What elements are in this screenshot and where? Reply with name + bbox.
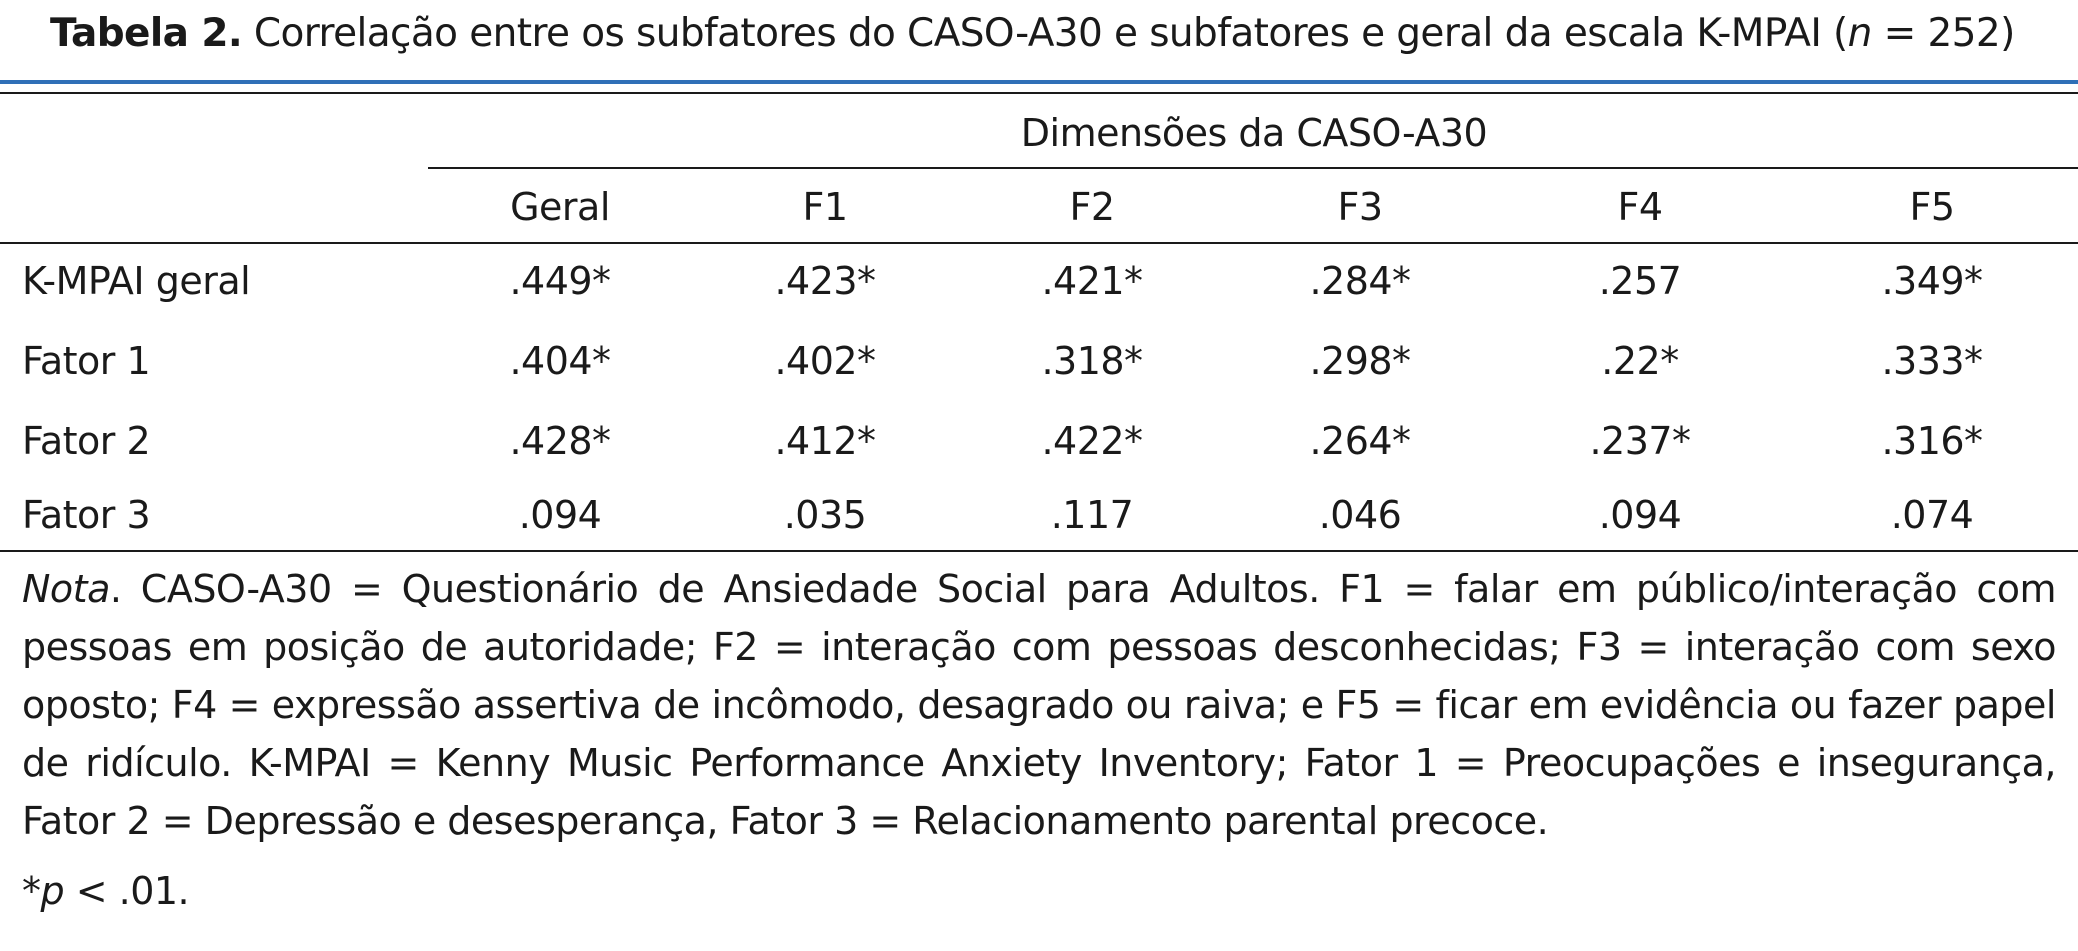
caption-n-symbol: n xyxy=(1847,11,1872,56)
table-cell: .423* xyxy=(774,259,876,303)
table-cell: .284* xyxy=(1309,259,1411,303)
significance-prefix: * xyxy=(22,869,41,913)
table-cell: .117 xyxy=(1050,493,1134,537)
table-cell: .421* xyxy=(1041,259,1143,303)
row-label: Fator 2 xyxy=(22,419,151,463)
table-cell: .264* xyxy=(1309,419,1411,463)
table-cell: .349* xyxy=(1881,259,1983,303)
caption-n-value: = 252) xyxy=(1871,11,2015,56)
table-cell: .046 xyxy=(1318,493,1402,537)
table-cell: .074 xyxy=(1890,493,1974,537)
table-cell: .094 xyxy=(518,493,602,537)
significance-p-symbol: p xyxy=(40,869,65,913)
table-cell: .404* xyxy=(509,339,611,383)
table-cell: .237* xyxy=(1589,419,1691,463)
significance-text: < .01. xyxy=(64,869,190,913)
row-label: K-MPAI geral xyxy=(22,259,251,303)
table-cell: .422* xyxy=(1041,419,1143,463)
table-caption xyxy=(50,8,2015,60)
row-label: Fator 1 xyxy=(22,339,151,383)
table-number: Tabela 2. xyxy=(50,11,243,56)
table-cell: .257 xyxy=(1598,259,1682,303)
note-text: . CASO-A30 = Questionário de Ansiedade Social para Adultos. F1 = falar em público/interação com pessoas em posição de autoridade; F2 = interação com pessoas desconhecidas; F3 = interação com sexo oposto; F4 = expressão assertiva de incômodo, desagrado ou raiva; e F5 = ficar em evidência ou fazer papel de ridículo. K-MPAI = Kenny Music Performance Anxiety Inventory; Fator 1 = Preocupações e insegurança, Fator 2 = Depressão e desesperança, Fator 3 = Relacionamento parental precoce. xyxy=(22,567,2056,843)
table-cell: .412* xyxy=(774,419,876,463)
header-bottom-rule xyxy=(0,242,2078,244)
column-header-f4: F4 xyxy=(1617,185,1663,229)
column-header-f5: F5 xyxy=(1909,185,1955,229)
column-spanner: Dimensões da CASO-A30 xyxy=(1020,111,1488,155)
blue-divider xyxy=(0,80,2078,84)
caption-text: Correlação entre os subfatores do CASO-A30 e subfatores e geral da escala K-MPAI ( xyxy=(253,11,1848,56)
significance-note xyxy=(22,865,189,917)
table-cell: .298* xyxy=(1309,339,1411,383)
table-cell: .333* xyxy=(1881,339,1983,383)
column-header-f3: F3 xyxy=(1337,185,1383,229)
table-bottom-rule xyxy=(0,550,2078,552)
table-cell: .402* xyxy=(774,339,876,383)
note-label: Nota xyxy=(22,567,110,611)
table-cell: .318* xyxy=(1041,339,1143,383)
column-header-f1: F1 xyxy=(802,185,848,229)
column-header-f2: F2 xyxy=(1069,185,1115,229)
table-top-rule xyxy=(0,92,2078,94)
row-label: Fator 3 xyxy=(22,493,151,537)
table-cell: .035 xyxy=(783,493,867,537)
column-header-geral: Geral xyxy=(510,185,610,229)
table-cell: .094 xyxy=(1598,493,1682,537)
table-cell: .316* xyxy=(1881,419,1983,463)
table-cell: .22* xyxy=(1601,339,1679,383)
table-note xyxy=(22,560,2056,850)
table-cell: .449* xyxy=(509,259,611,303)
spanner-rule xyxy=(428,167,2078,169)
table-cell: .428* xyxy=(509,419,611,463)
